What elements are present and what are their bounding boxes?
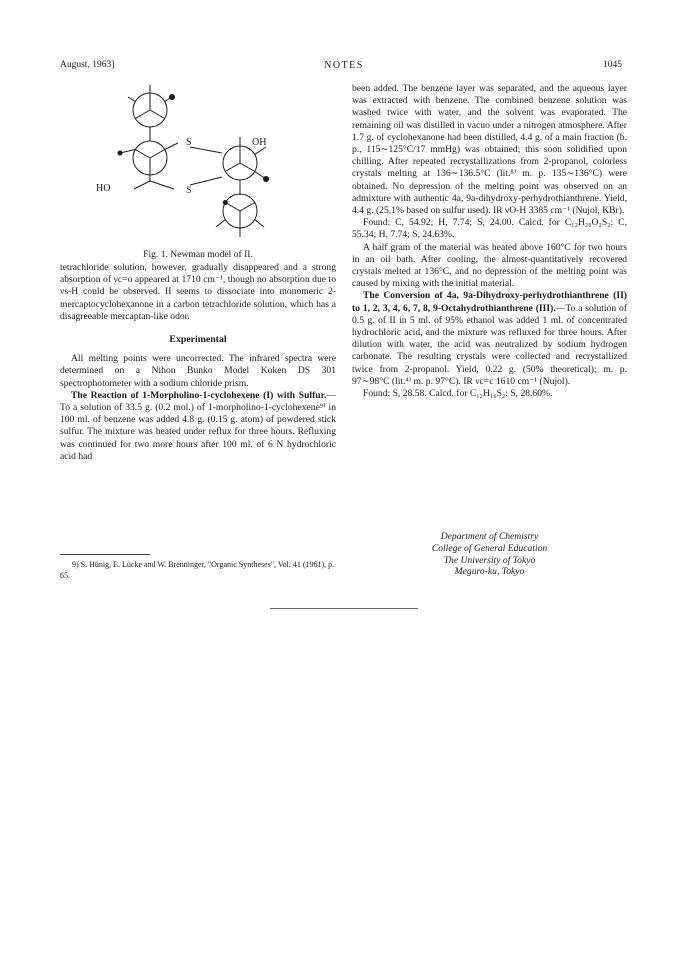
address-line-3: The University of Tokyo <box>443 554 536 566</box>
page-number: 1045 <box>603 60 622 70</box>
end-divider <box>270 608 418 609</box>
conversion-heading: The Conversion of 4a, 9a-Dihydroxy-perhydrothianthrene (II) to 1, 2, 3, 4, 6, 7, 8, 9-Octahydrothianthrene (III). <box>352 290 627 314</box>
sulfur-label-lower: S <box>186 185 192 196</box>
author-address <box>352 531 627 578</box>
reaction-body: —To a solution of 33.5 g. (0.2 mol.) of 1-morpholino-1-cyclohexene⁹⁾ in 100 ml. of benzene was added 4.8 g. (0.15 g. atom) of powdered stick sulfur. The mixture was heated under reflux for three hours. Refluxing was continued for two more hours after 100 ml. of 6 N hydrochloric acid had <box>60 389 336 462</box>
figure-newman-model <box>60 85 336 260</box>
left-paragraph-1: tetrachloride solution, however, gradually disappeared and a strong absorption of νc=o appeared at 1710 cm⁻¹, though no absorption due to νs-H could be observed. II seems to dissociate into monomeric 2-mercaptocyclohexanone in a carbon tetrachloride solution, which has a disagreeable mercaptan-like odor. <box>60 262 336 322</box>
address-line-1: Department of Chemistry <box>440 531 539 542</box>
address-line-2: College of General Education <box>431 542 548 554</box>
left-paragraph-2: All melting points were uncorrected. The infrared spectra were determined on a Nihon Bunko Model Koken DS 301 spectrophotometer with a sodium chloride prism. <box>60 353 336 389</box>
sulfur-label-upper: S <box>186 137 192 148</box>
figure-caption: Fig. 1. Newman model of II. <box>143 249 253 260</box>
right-paragraph-1: been added. The benzene layer was separated, and the aqueous layer was extracted with benzene. The combined benzene solution was washed twice with water, and the solvent was evaporated. The remaining oil was distilled in vacuo under a nitrogen atmosphere. After 1.7 g. of cyclohexanone had been distilled, 4.4 g. of a main fraction (b. p., 115∼125°C/17 mmHg) was obtained; this soon solidified upon chilling. After repeated recrystallizations from 2-propanol, colorless crystals melting at 136∼136.5°C (lit.⁸⁾ m. p. 135∼136°C) were obtained. No depression of the melting point was observed on an admixture with authentic 4a, 9a-dihydroxy-perhydrothianthrene. Yield, 4.4 g. (25.1% based on sulfur used). IR νO-H 3385 cm⁻¹ (Nujol, KBr). <box>352 83 627 217</box>
reaction-heading: The Reaction of 1-Morpholino-1-cyclohexene (I) with Sulfur. <box>71 389 327 401</box>
conversion-body: —To a solution of 0.5 g. of II in 5 ml. of 95% ethanol was added 1 ml. of concentrated hydrochloric acid, and the mixture was refluxed for three hours. After dilution with water, the acid was neutralized by sodium hydrogen carbonate. The resulting crystals were collected and recrystallized twice from 2-propanol. Yield, 0.22 g. (50% theoretical); m. p. 97∼98°C (lit.⁴⁾ m. p. 97°C). IR νc=c 1610 cm⁻¹ (Nujol). <box>352 302 627 387</box>
hydroxyl-label-left: HO <box>96 183 111 194</box>
running-header-section: NOTES <box>324 60 364 71</box>
right-paragraph-5: Found: S, 28.58. Calcd. for C₁₂H₁₆S₂: S, 28.60%. <box>363 388 553 400</box>
footnote-text: 9) S. Hünig, E. Lücke and W. Brenninger, "Organic Syntheses", Vol. 41 (1961), p. 65. <box>60 560 335 580</box>
running-header-date: August, 1963] <box>60 60 115 70</box>
right-paragraph-3: A half gram of the material was heated above 160°C for two hours in an oil bath. After cooling, the almost-quantitatively recovered crystals melted at 136°C, and no depression of the melting point was caused by mixing with the initial material. <box>352 241 627 290</box>
left-column <box>60 262 336 463</box>
newman-projection-diagram <box>90 85 310 245</box>
left-paragraph-3 <box>60 390 336 463</box>
hydroxyl-label-right: OH <box>252 137 267 148</box>
right-paragraph-4 <box>352 290 627 388</box>
right-paragraph-2: Found: C, 54.92; H, 7.74; S, 24.00. Calcd. for C₁₂H₂₀O₂S₂: C, 55.34; H, 7.74; S, 24.63%. <box>352 217 627 241</box>
footnote <box>60 560 336 581</box>
address-line-4: Meguro-ku, Tokyo <box>454 566 525 578</box>
footnote-divider <box>60 554 150 555</box>
right-column <box>352 83 627 400</box>
section-title-experimental: Experimental <box>169 334 227 346</box>
